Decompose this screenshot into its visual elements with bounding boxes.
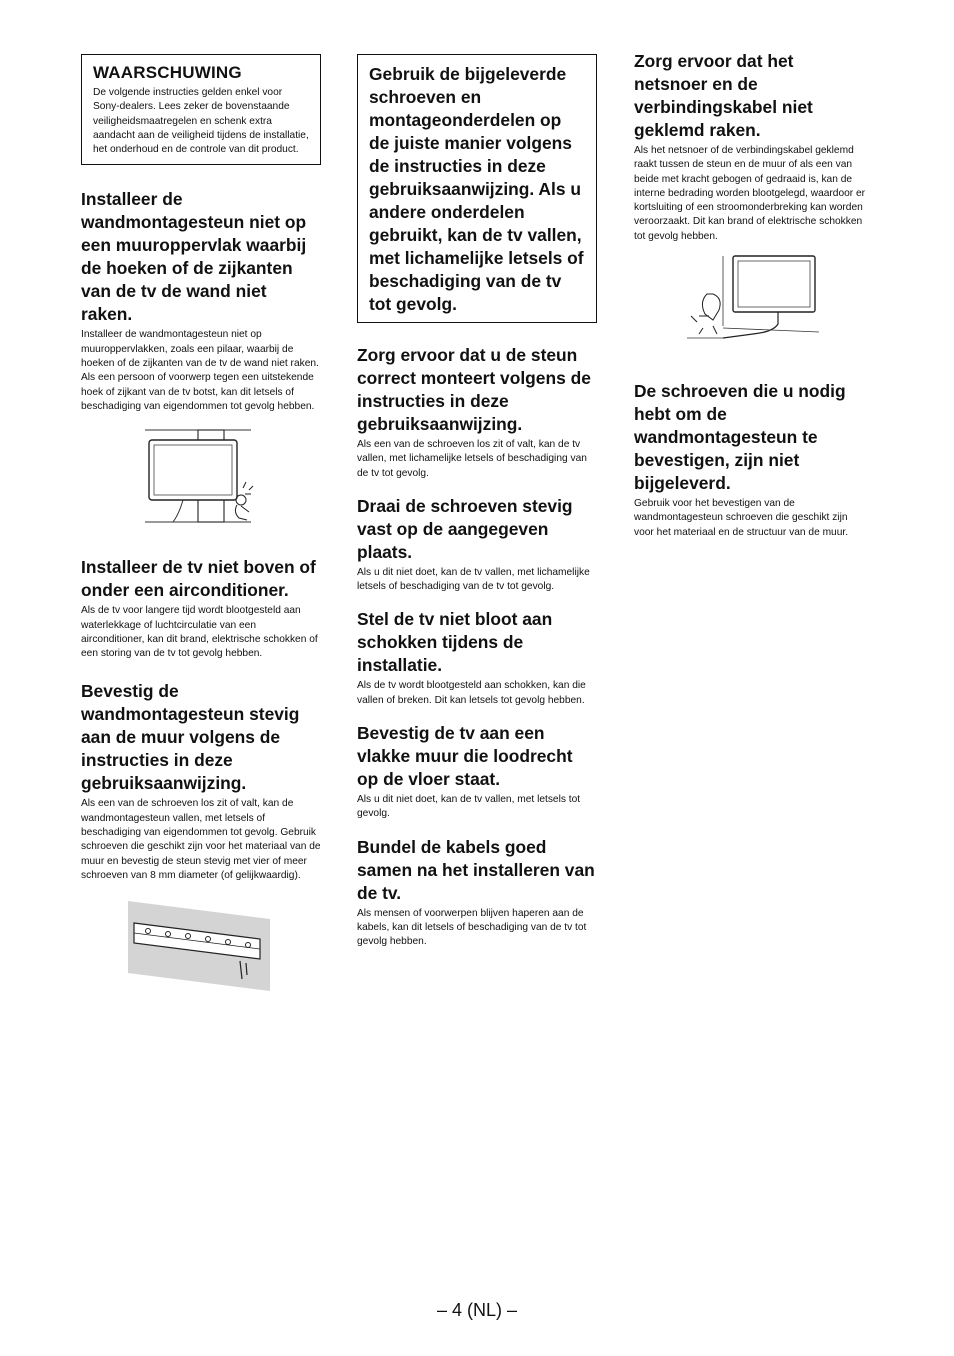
section-bundle-cables bbox=[357, 836, 597, 950]
section-bracket-secure bbox=[81, 680, 321, 993]
section-screws-not-included bbox=[634, 380, 870, 540]
warning-title: WAARSCHUWING bbox=[93, 63, 242, 82]
section-tighten-screws bbox=[357, 495, 597, 595]
section-text: Als een van de schroeven los zit of valt, kan de tv vallen, met lichamelijke letsels of beschadiging van de tv tot gevolg. bbox=[357, 439, 587, 479]
section-heading: Zorg ervoor dat u de steun correct monteert volgens de instructies in deze gebruiksaanwijzing. bbox=[357, 345, 591, 434]
section-pillar bbox=[81, 188, 321, 526]
column-right bbox=[634, 50, 870, 540]
section-text: Gebruik voor het bevestigen van de wandmontagesteun schroeven die geschikt zijn voor het materiaal en de structuur van de muur. bbox=[634, 498, 849, 538]
section-heading: Bundel de kabels goed samen na het installeren van de tv. bbox=[357, 836, 595, 903]
section-heading: Installeer de tv niet boven of onder een airconditioner. bbox=[81, 557, 316, 601]
section-text: Als u dit niet doet, kan de tv vallen, met lichamelijke letsels of beschadiging van de tv tot gevolg. bbox=[357, 566, 590, 593]
wall-bracket-illustration bbox=[128, 901, 274, 993]
column-left bbox=[81, 50, 321, 993]
section-heading: Bevestig de tv aan een vlakke muur die loodrecht op de vloer staat. bbox=[357, 723, 573, 790]
section-heading: Installeer de wandmontagesteun niet op een muuroppervlak waarbij de hoeken of de zijkanten van de tv de wand niet raken. bbox=[81, 189, 307, 325]
section-text: Als een van de schroeven los zit of valt, kan de wandmontagesteun vallen, met letsels of beschadiging van eigendommen tot gevolg. Gebruik schroeven die geschikt zijn voor het materiaal van de muur en bevestig de steun stevig met vier of meer schroeven van 8 mm diameter (of gelijkwaardig). bbox=[81, 798, 321, 881]
section-text: Als mensen of voorwerpen blijven haperen aan de kabels, kan dit letsels of beschadiging van de tv tot gevolg hebben. bbox=[357, 907, 587, 948]
section-no-shocks bbox=[357, 608, 597, 708]
section-text: Installeer de wandmontagesteun niet op muuroppervlakken, zoals een pilaar, waarbij de hoeken of de zijkanten van de tv de wand niet raken. Als een persoon of voorwerp tegen een uitstekende hoek of zijkant van de tv botst, kan dit letsels of beschadiging van eigendommen tot gevolg hebben. bbox=[81, 329, 319, 412]
section-text: Als u dit niet doet, kan de tv vallen, met letsels tot gevolg. bbox=[357, 794, 581, 820]
section-text: Als de tv wordt blootgesteld aan schokken, kan die vallen of breken. Dit kan letsels tot gevolg hebben. bbox=[357, 680, 586, 706]
section-aircon bbox=[81, 556, 321, 661]
section-heading: Zorg ervoor dat het netsnoer en de verbindingskabel niet geklemd raken. bbox=[634, 51, 813, 140]
section-mount-correct bbox=[357, 344, 597, 481]
tv-on-pillar-illustration bbox=[143, 426, 259, 526]
section-heading: De schroeven die u nodig hebt om de wandmontagesteun te bevestigen, zijn niet bijgeleverd. bbox=[634, 381, 846, 494]
section-flat-wall bbox=[357, 722, 597, 822]
pinched-cable-illustration bbox=[683, 254, 821, 358]
section-text: Als de tv voor langere tijd wordt blootgesteld aan waterlekkage of luchtcirculatie van een airconditioner, kan dit brand, elektrische schokken of een storing van de tv tot gevolg hebben. bbox=[81, 605, 318, 660]
warning-text: De volgende instructies gelden enkel voor Sony-dealers. Lees zeker de bovenstaande veiligheidsmaatregelen en schenk extra aandacht aan de veiligheid tijdens de installatie, het onderhoud en de controle van dit product. bbox=[93, 87, 309, 156]
warning-box bbox=[81, 54, 321, 165]
section-heading: Stel de tv niet bloot aan schokken tijdens de installatie. bbox=[357, 609, 553, 676]
boxed-warning-text: Gebruik de bijgeleverde schroeven en montageonderdelen op de juiste manier volgens de instructies in deze gebruiksaanwijzing. Als u andere onderdelen gebruikt, kan de tv vallen, met lichamelijke letsels of beschadiging van de tv tot gevolg. bbox=[369, 64, 584, 314]
section-heading: Bevestig de wandmontagesteun stevig aan de muur volgens de instructies in deze gebruiksaanwijzing. bbox=[81, 681, 300, 794]
boxed-warning bbox=[357, 54, 597, 323]
section-heading: Draai de schroeven stevig vast op de aangegeven plaats. bbox=[357, 495, 573, 562]
column-middle bbox=[357, 50, 597, 950]
section-text: Als het netsnoer of de verbindingskabel geklemd raakt tussen de steun en de muur of als een van beide met kracht gebogen of gedraaid is, kan de interne bedrading worden blootgelegd, waardoor er kortsluiting of een stroomonderbreking kan worden veroorzaakt. Dit kan brand of elektrische schokken tot gevolg hebben. bbox=[634, 145, 866, 242]
section-cable-pinch bbox=[634, 50, 870, 358]
page-number: – 4 (NL) – bbox=[436, 1300, 518, 1320]
